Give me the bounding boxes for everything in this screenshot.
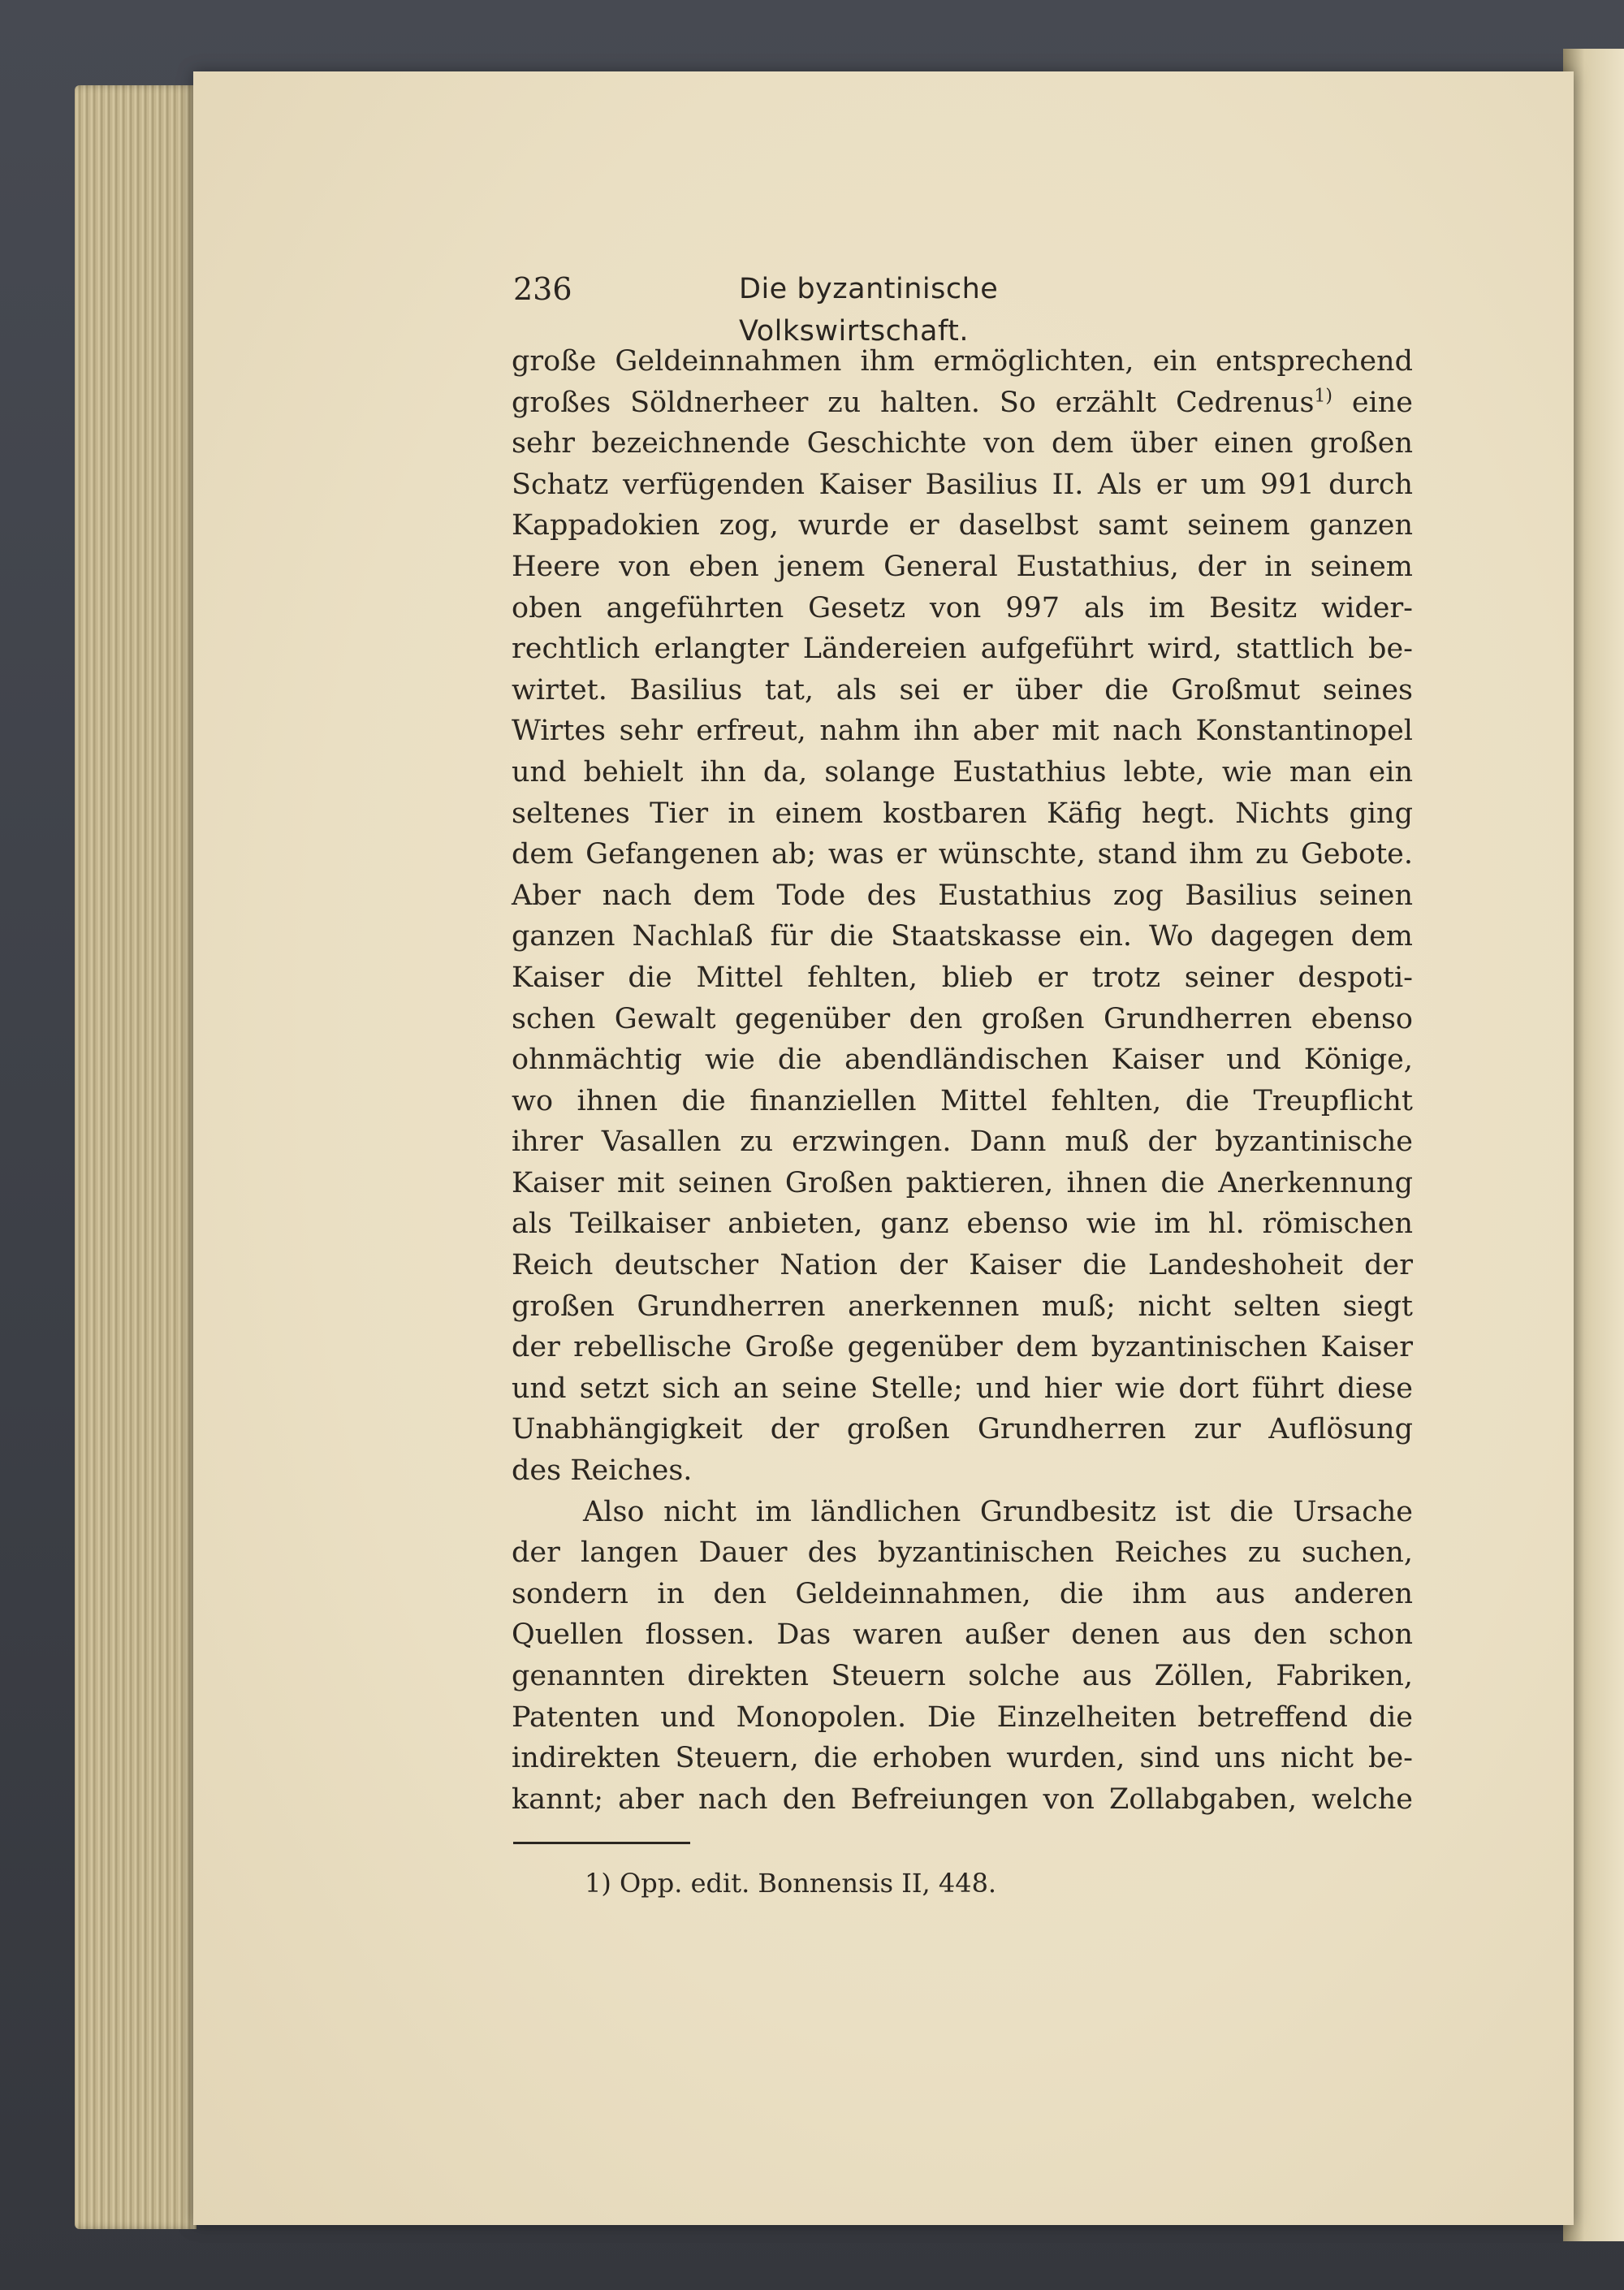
- text-line: der langen Dauer des byzantinischen Reiches zu suchen,: [512, 1536, 1413, 1570]
- text-line: Reich deutscher Nation der Kaiser die Landeshoheit der: [512, 1249, 1413, 1282]
- text-line: indirekten Steuern, die erhoben wurden, sind uns nicht be-: [512, 1742, 1413, 1775]
- text-line: genannten direkten Steuern solche aus Zöllen, Fabriken,: [512, 1660, 1413, 1692]
- footnote: 1) Opp. edit. Bonnensis II, 448.: [585, 1868, 997, 1899]
- text-line: Kappadokien zog, wurde er daselbst samt seinem ganzen: [512, 509, 1413, 542]
- text-line-with-footnote: [512, 382, 1413, 424]
- text-line: der rebellische Große gegenüber dem byzantinischen Kaiser: [512, 1331, 1413, 1364]
- text-line: große Geldeinnahmen ihm ermöglichten, ein entsprechend: [512, 345, 1413, 378]
- text-line: rechtlich erlangter Ländereien aufgeführt wird, stattlich be-: [512, 633, 1413, 666]
- text-line: Patenten und Monopolen. Die Einzelheiten betreffend die: [512, 1700, 1413, 1734]
- text-line: wo ihnen die finanziellen Mittel fehlten, die Treupflicht: [512, 1084, 1413, 1117]
- text-line: und setzt sich an seine Stelle; und hier wie dort führt diese: [512, 1372, 1413, 1405]
- text-line: Unabhängigkeit der großen Grundherren zur Auflösung: [512, 1413, 1413, 1446]
- text-fragment: großes Söldnerheer zu halten. So erzählt Cedrenus: [512, 386, 1315, 419]
- text-line: Kaiser mit seinen Großen paktieren, ihnen die Anerkennung: [512, 1166, 1413, 1199]
- text-line: Quellen flossen. Das waren außer denen aus den schon: [512, 1618, 1413, 1652]
- text-fragment: eine: [1351, 386, 1413, 419]
- text-line: schen Gewalt gegenüber den großen Grundherren ebenso: [512, 1002, 1413, 1035]
- text-line: wirtet. Basilius tat, als sei er über die Großmut seines: [512, 673, 1413, 706]
- text-line: sondern in den Geldeinnahmen, die ihm aus anderen: [512, 1577, 1413, 1610]
- text-line: seltenes Tier in einem kostbaren Käfig hegt. Nichts ging: [512, 797, 1413, 830]
- text-line: kannt; aber nach den Befreiungen von Zollabgaben, welche: [512, 1782, 1413, 1816]
- text-line: des Reiches.: [512, 1454, 693, 1488]
- text-line: Aber nach dem Tode des Eustathius zog Basilius seinen: [512, 879, 1413, 912]
- text-line: großen Grundherren anerkennen muß; nicht selten siegt: [512, 1290, 1413, 1323]
- text-line: dem Gefangenen ab; was er wünschte, stand ihm zu Gebote.: [512, 838, 1413, 871]
- text-line: oben angeführten Gesetz von 997 als im Besitz wider-: [512, 591, 1413, 624]
- text-line: und behielt ihn da, solange Eustathius lebte, wie man ein: [512, 755, 1413, 789]
- text-line: als Teilkaiser anbieten, ganz ebenso wie im hl. römischen: [512, 1208, 1413, 1241]
- body-text: [512, 341, 1413, 1820]
- running-title: Die byzantinische Volkswirtschaft.: [739, 273, 999, 348]
- text-line: ganzen Nachlaß für die Staatskasse ein. Wo dagegen dem: [512, 920, 1413, 953]
- footnote-marker: 1): [1314, 385, 1333, 406]
- text-line: Heere von eben jenem General Eustathius, der in seinem: [512, 550, 1413, 583]
- text-line-paragraph-start: Also nicht im ländlichen Grundbesitz ist die Ursache: [583, 1495, 1413, 1528]
- book-page-edges: [75, 85, 197, 2229]
- text-line: Schatz verfügenden Kaiser Basilius II. Als er um 991 durch: [512, 468, 1413, 501]
- text-line: sehr bezeichnende Geschichte von dem über einen großen: [512, 427, 1413, 460]
- page-header: [513, 268, 1199, 348]
- page-number: 236: [513, 271, 572, 307]
- text-line: Kaiser die Mittel fehlten, blieb er trotz seiner despoti-: [512, 961, 1413, 994]
- text-line: ohnmächtig wie die abendländischen Kaiser und Könige,: [512, 1043, 1413, 1077]
- footnote-separator-rule: [513, 1842, 690, 1844]
- text-line: Wirtes sehr erfreut, nahm ihn aber mit nach Konstantinopel: [512, 715, 1413, 748]
- text-line: ihrer Vasallen zu erzwingen. Dann muß der byzantinische: [512, 1126, 1413, 1159]
